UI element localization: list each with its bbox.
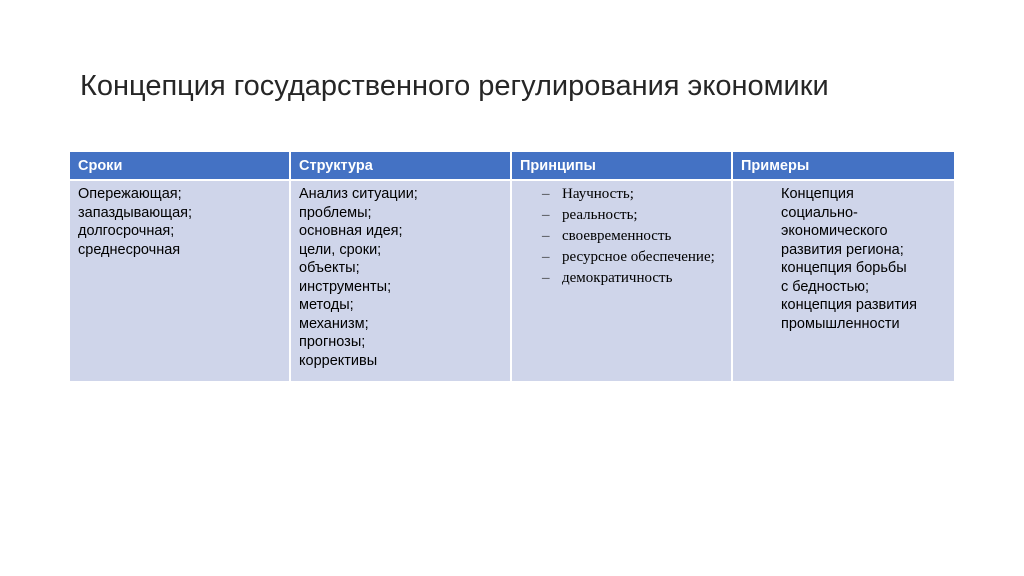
dash-bullet-icon: – xyxy=(542,228,550,244)
principle-text: ресурсное обеспечение; xyxy=(562,249,715,265)
structure-item: объекты; xyxy=(299,260,360,276)
structure-item: Анализ ситуации; xyxy=(299,186,418,202)
term-item: запаздывающая; xyxy=(78,204,193,221)
example-line: социально- xyxy=(781,204,858,221)
example-line: развития региона; xyxy=(781,241,904,258)
structure-item: основная идея; xyxy=(299,223,403,239)
cell-structure xyxy=(290,180,511,381)
dash-bullet-icon: – xyxy=(542,186,550,202)
example-line: экономического xyxy=(781,223,888,239)
dash-bullet-icon: – xyxy=(542,207,550,223)
cell-terms xyxy=(70,180,290,381)
structure-item: цели, сроки; xyxy=(299,241,382,258)
principles-list xyxy=(520,185,723,288)
structure-item: методы; xyxy=(299,297,354,313)
example-line: промышленности xyxy=(781,315,900,332)
example-line: Концепция xyxy=(781,186,854,202)
header-principles: Принципы xyxy=(511,152,732,180)
principle-text: реальность; xyxy=(562,207,638,223)
example-line: концепция борьбы xyxy=(781,260,907,276)
slide-title: Концепция государственного регулирования экономики xyxy=(80,70,829,102)
principle-text: своевременность xyxy=(562,228,672,244)
structure-item: прогнозы; xyxy=(299,334,366,350)
term-item: Опережающая; xyxy=(78,186,182,202)
header-terms: Сроки xyxy=(70,152,290,180)
example-line: концепция развития xyxy=(781,297,917,313)
header-structure: Структура xyxy=(290,152,511,180)
header-examples: Примеры xyxy=(732,152,954,180)
list-item xyxy=(542,269,723,288)
structure-item: коррективы xyxy=(299,352,378,369)
list-item xyxy=(542,206,723,225)
table-row xyxy=(70,180,954,381)
dash-bullet-icon: – xyxy=(542,249,550,265)
list-item xyxy=(542,185,723,204)
table-header-row xyxy=(70,152,954,180)
structure-item: механизм; xyxy=(299,315,369,332)
list-item xyxy=(542,227,723,246)
principle-text: демократичность xyxy=(562,270,673,286)
example-line: с бедностью; xyxy=(781,278,870,295)
principle-text: Научность; xyxy=(562,186,634,202)
concept-table xyxy=(70,152,954,381)
dash-bullet-icon: – xyxy=(542,270,550,286)
structure-item: проблемы; xyxy=(299,204,372,221)
cell-examples xyxy=(732,180,954,381)
examples-block xyxy=(741,185,946,333)
list-item xyxy=(542,248,723,267)
term-item: среднесрочная xyxy=(78,241,181,258)
cell-principles xyxy=(511,180,732,381)
term-item: долгосрочная; xyxy=(78,223,175,239)
structure-item: инструменты; xyxy=(299,278,392,295)
